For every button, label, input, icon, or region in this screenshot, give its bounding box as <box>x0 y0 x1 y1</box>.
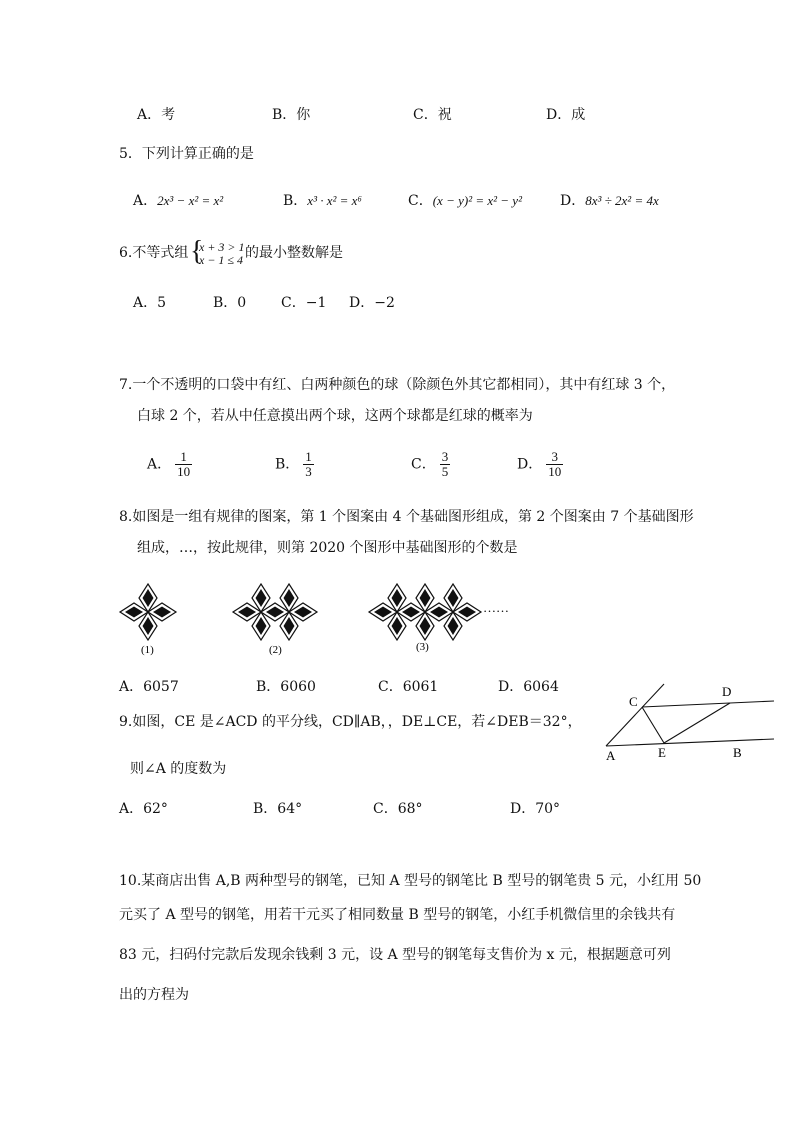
fraction-numerator: 1 <box>305 449 312 464</box>
q10-stem-line-2: 元买了 A 型号的钢笔，用若干元买了相同数量 B 型号的钢笔，小红手机微信里的余钱共有 <box>119 907 676 923</box>
q9-geometry-figure <box>596 676 786 776</box>
q4-option-b[interactable]: B．你 <box>272 107 311 123</box>
q5-option-d[interactable] <box>560 190 659 210</box>
fraction-denominator: 10 <box>177 464 191 479</box>
q9-stem-line-2: 则∠A 的度数为 <box>130 761 227 777</box>
q5-option-b-letter: B． <box>283 193 308 209</box>
q6-suffix: 的最小整数解是 <box>245 245 343 261</box>
q8-ellipsis: …… <box>483 600 509 615</box>
q6-inequality-2: x − 1 ≤ 4 <box>199 253 244 267</box>
q5-option-b-expr: x³ · x² = x⁶ <box>307 193 362 208</box>
q8-pattern-2 <box>233 584 317 640</box>
fraction-denominator: 10 <box>548 464 562 479</box>
point-d-label: D <box>722 684 732 699</box>
fraction-denominator: 5 <box>441 464 449 479</box>
point-a-label: A <box>606 748 616 763</box>
q5-option-a[interactable] <box>133 190 223 210</box>
q4-option-a[interactable]: A．考 <box>137 107 176 123</box>
q9-option-a[interactable]: A．62° <box>119 801 168 817</box>
q7-option-b-fraction <box>303 450 314 479</box>
q8-pattern-1 <box>120 584 176 640</box>
q7-stem-line-2: 白球 2 个，若从中任意摸出两个球，这两个球都是红球的概率为 <box>137 408 533 424</box>
q7-option-c-fraction <box>440 450 451 479</box>
q5-stem: 5．下列计算正确的是 <box>119 146 254 162</box>
q4-option-d[interactable]: D．成 <box>546 107 586 123</box>
fraction-numerator: 1 <box>180 449 187 464</box>
q7-option-d-letter: D． <box>517 456 543 473</box>
q9-option-c[interactable]: C．68° <box>373 801 423 817</box>
line-ce <box>642 707 664 743</box>
q8-label-1: (1) <box>141 644 154 656</box>
q5-option-d-letter: D． <box>560 193 586 209</box>
q6-prefix: 6.不等式组 <box>119 245 189 261</box>
q8-stem-line-2: 组成，…，按此规律，则第 2020 个图形中基础图形的个数是 <box>137 540 518 556</box>
q7-option-d[interactable] <box>517 450 563 479</box>
q7-option-a-fraction <box>175 450 192 479</box>
line-cd <box>642 701 774 707</box>
q8-label-3: (3) <box>416 641 429 653</box>
q5-option-c[interactable] <box>408 190 522 210</box>
point-b-label: B <box>733 745 742 760</box>
fraction-numerator: 3 <box>551 449 558 464</box>
q7-option-b[interactable] <box>275 450 314 479</box>
q8-pattern-3 <box>369 584 481 640</box>
q5-option-c-expr: (x − y)² = x² − y² <box>432 193 522 208</box>
q7-option-a-letter: A． <box>147 456 172 473</box>
q10-stem-line-3: 83 元，扫码付完款后发现余钱剩 3 元，设 A 型号的钢笔每支售价为 x 元，根据题意可列 <box>119 947 671 963</box>
line-ed <box>664 703 730 743</box>
q6-option-a[interactable]: A．5 <box>133 295 167 311</box>
q5-option-a-letter: A． <box>133 193 158 209</box>
q6-option-c[interactable]: C．−1 <box>281 295 327 311</box>
q7-option-d-fraction <box>546 450 563 479</box>
q8-stem-line-1: 8.如图是一组有规律的图案，第 1 个图案由 4 个基础图形组成，第 2 个图案由 7 个基础图形 <box>119 509 694 525</box>
q7-option-c-letter: C． <box>411 456 436 473</box>
q6-option-d[interactable]: D．−2 <box>349 295 395 311</box>
q5-option-c-letter: C． <box>408 193 433 209</box>
fraction-denominator: 3 <box>305 464 312 479</box>
q8-option-b[interactable]: B．6060 <box>256 679 316 695</box>
q6-inequality-1: x + 3 > 1 <box>199 240 245 254</box>
q7-option-a[interactable] <box>147 450 192 479</box>
q7-option-c[interactable] <box>411 450 450 479</box>
q9-option-d[interactable]: D．70° <box>510 801 561 817</box>
point-e-label: E <box>658 745 666 760</box>
q5-option-b[interactable] <box>283 190 362 210</box>
q10-stem-line-1: 10.某商店出售 A,B 两种型号的钢笔，已知 A 型号的钢笔比 B 型号的钢笔贵 5 元，小红用 50 <box>119 873 702 889</box>
q9-option-b[interactable]: B．64° <box>253 801 303 817</box>
point-c-label: C <box>629 694 638 709</box>
q8-option-a[interactable]: A．6057 <box>119 679 179 695</box>
q8-label-2: (2) <box>269 644 282 656</box>
q8-option-d[interactable]: D．6064 <box>498 679 559 695</box>
fraction-numerator: 3 <box>441 449 449 464</box>
q9-stem-line-1: 9.如图，CE 是∠ACD 的平分线，CD∥AB，，DE⊥CE，若∠DEB＝32°， <box>119 714 582 730</box>
q4-option-c[interactable]: C．祝 <box>413 107 452 123</box>
q7-stem-line-1: 7.一个不透明的口袋中有红、白两种颜色的球（除颜色外其它都相同），其中有红球 3 个， <box>119 377 676 393</box>
q8-pattern-figure <box>110 580 540 660</box>
q5-option-a-expr: 2x³ − x² = x² <box>157 193 224 208</box>
q6-option-b[interactable]: B．0 <box>213 295 247 311</box>
q8-option-c[interactable]: C．6061 <box>378 679 439 695</box>
q10-stem-line-4: 出的方程为 <box>119 987 189 1003</box>
line-ab <box>606 739 774 746</box>
q6-brace: { <box>190 236 204 267</box>
q5-option-d-expr: 8x³ ÷ 2x² = 4x <box>585 193 659 208</box>
q7-option-b-letter: B． <box>275 456 300 473</box>
